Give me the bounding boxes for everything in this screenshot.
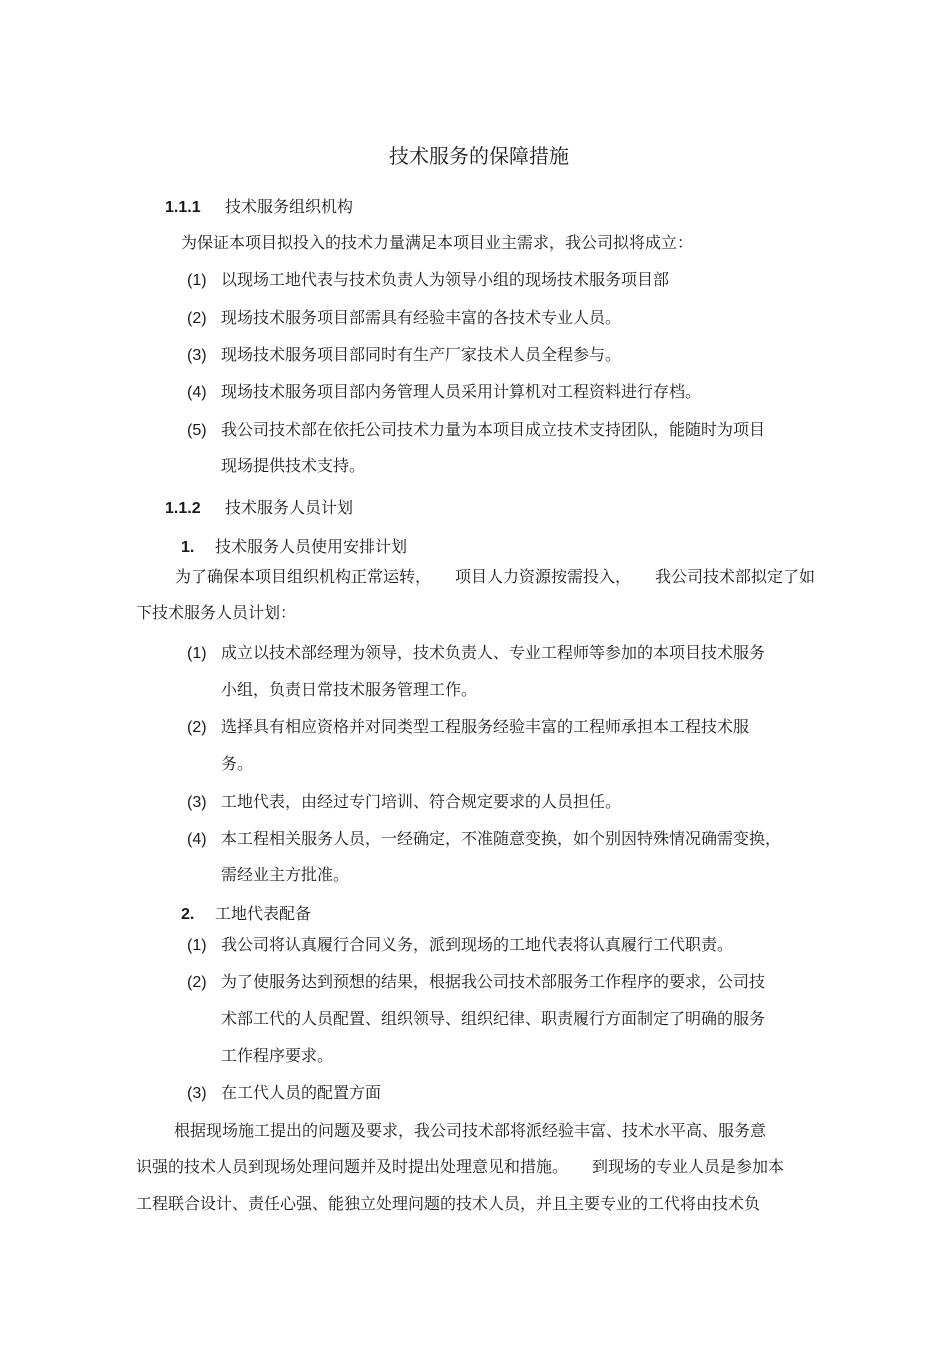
list-text-continuation: 现场提供技术支持。 (221, 456, 366, 475)
subsection-title: 技术服务人员使用安排计划 (215, 537, 408, 556)
subsection-number: 2. (181, 906, 195, 923)
paragraph: 为了确保本项目组织机构正常运转， 项目人力资源按需投入， 我公司技术部拟定了如 (175, 567, 816, 586)
paragraph-continuation: 下技术服务人员计划： (136, 603, 297, 622)
list-item (187, 420, 765, 441)
paragraph-continuation: 工程联合设计、责任心强、能独立处理问题的技术人员，并且主要专业的工代将由技术负 (136, 1194, 761, 1213)
list-text: 现场技术服务项目部同时有生产厂家技术人员全程参与。 (221, 345, 622, 364)
subsection-number: 1. (181, 539, 195, 556)
paragraph: 为保证本项目拟投入的技术力量满足本项目业主需求，我公司拟将成立： (181, 233, 694, 252)
list-number: (1) (187, 937, 207, 954)
list-text: 成立以技术部经理为领导，技术负责人、专业工程师等参加的本项目技术服务 (221, 643, 766, 662)
list-text: 以现场工地代表与技术负责人为领导小组的现场技术服务项目部 (221, 270, 670, 289)
section-heading-1-1-1 (165, 197, 353, 218)
list-text: 工地代表，由经过专门培训、符合规定要求的人员担任。 (221, 792, 622, 811)
list-text: 选择具有相应资格并对同类型工程服务经验丰富的工程师承担本工程技术服 (221, 717, 750, 736)
list-number: (1) (187, 645, 207, 662)
subsection-title: 工地代表配备 (215, 904, 312, 923)
list-number: (2) (187, 310, 207, 327)
list-text: 本工程相关服务人员，一经确定，不准随意变换，如个别因特殊情况确需变换， (221, 829, 782, 848)
paragraph: 根据现场施工提出的问题及要求，我公司技术部将派经验丰富、技术水平高、服务意 (174, 1121, 767, 1140)
list-item (187, 1083, 381, 1104)
list-text: 现场技术服务项目部内务管理人员采用计算机对工程资料进行存档。 (221, 382, 702, 401)
list-number: (4) (187, 384, 207, 401)
subsection-heading-2 (181, 904, 311, 925)
section-number: 1.1.2 (165, 500, 201, 517)
list-number: (3) (187, 347, 207, 364)
paragraph-continuation: 识强的技术人员到现场处理问题并及时提出处理意见和措施。 到现场的专业人员是参加本 (136, 1157, 785, 1176)
section-title: 技术服务人员计划 (225, 498, 354, 517)
section-title: 技术服务组织机构 (225, 197, 354, 216)
list-number: (2) (187, 719, 207, 736)
list-text-continuation: 工作程序要求。 (221, 1046, 334, 1065)
list-text-continuation: 小组，负责日常技术服务管理工作。 (221, 680, 478, 699)
list-number: (3) (187, 1085, 207, 1102)
list-number: (3) (187, 794, 207, 811)
list-item (187, 308, 621, 329)
list-number: (4) (187, 831, 207, 848)
list-item (187, 972, 765, 993)
list-text: 为了使服务达到预想的结果，根据我公司技术部服务工作程序的要求，公司技 (221, 972, 766, 991)
list-text: 我公司技术部在依托公司技术力量为本项目成立技术支持团队，能随时为项目 (221, 420, 766, 439)
list-number: (5) (187, 422, 207, 439)
list-text-continuation: 务。 (221, 754, 254, 773)
page-title: 技术服务的保障措施 (389, 144, 569, 168)
list-item (187, 829, 781, 850)
list-text-continuation: 术部工代的人员配置、组织领导、组织纪律、职责履行方面制定了明确的服务 (221, 1009, 766, 1028)
list-number: (2) (187, 974, 207, 991)
list-item (187, 270, 669, 291)
list-item (187, 382, 701, 403)
list-text-continuation: 需经业主方批准。 (221, 865, 350, 884)
section-number: 1.1.1 (165, 199, 201, 216)
list-number: (1) (187, 272, 207, 289)
subsection-heading-1 (181, 537, 407, 558)
list-text: 在工代人员的配置方面 (221, 1083, 382, 1102)
list-item (187, 643, 765, 664)
list-item (187, 935, 733, 956)
list-item (187, 345, 621, 366)
list-text: 现场技术服务项目部需具有经验丰富的各技术专业人员。 (221, 308, 622, 327)
list-item (187, 792, 621, 813)
section-heading-1-1-2 (165, 498, 353, 519)
list-item (187, 717, 749, 738)
list-text: 我公司将认真履行合同义务，派到现场的工地代表将认真履行工代职责。 (221, 935, 734, 954)
